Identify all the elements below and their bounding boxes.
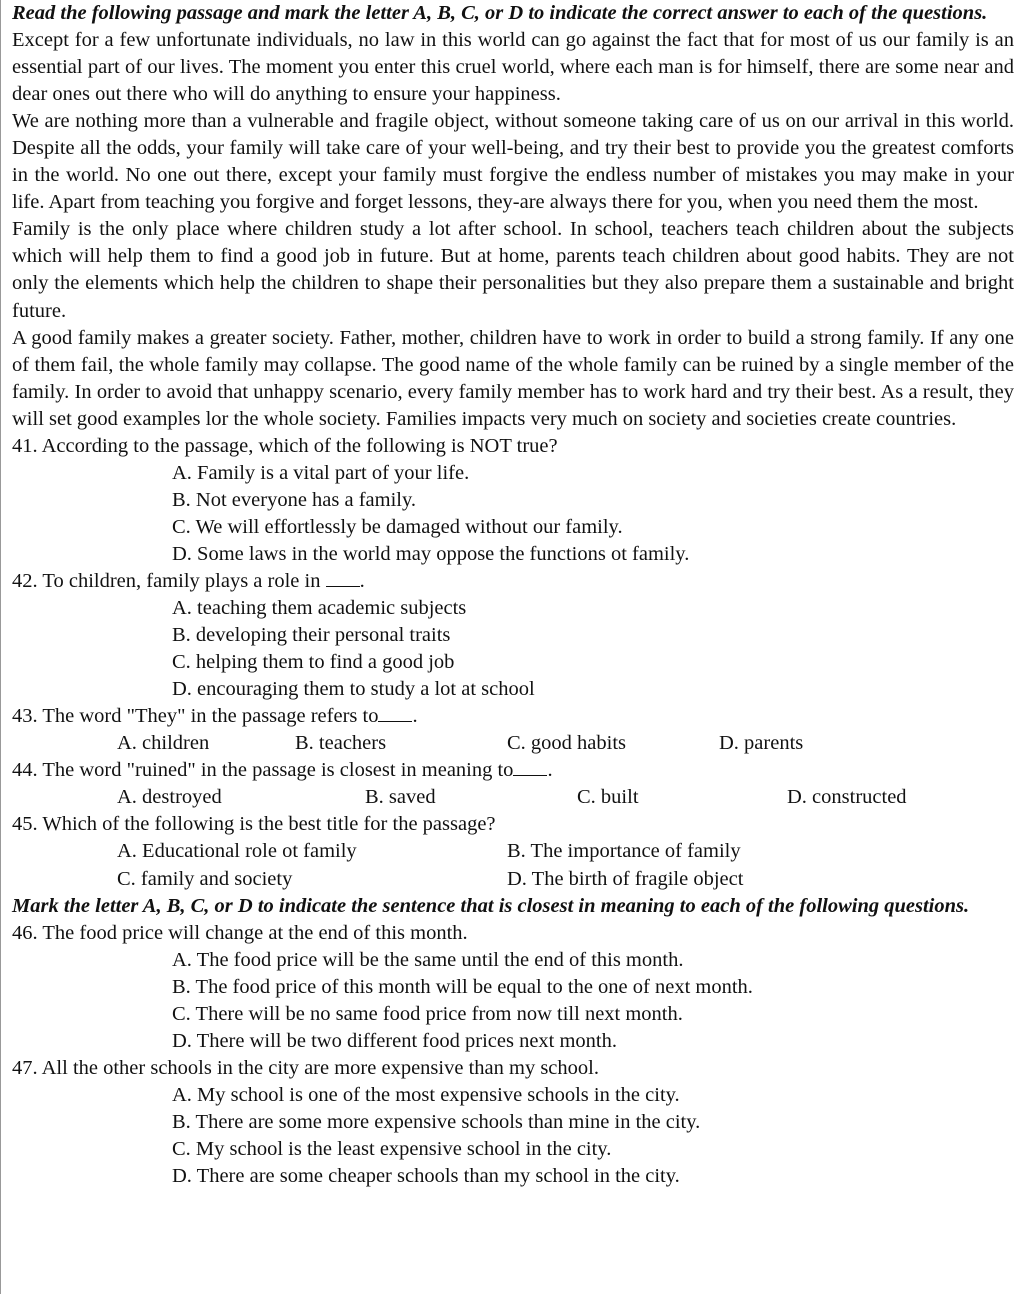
question-43-option-d[interactable]: D. parents <box>719 732 804 755</box>
passage-paragraph-1: Except for a few unfortunate individuals, no law in this world can go against the fact that for most of us our family is an essential part of our lives. The moment you enter this cruel world, where each man is for himself, there are some near and dear ones out there who will do anything to ensure your happiness. <box>12 29 1014 106</box>
passage-paragraph-2: We are nothing more than a vulnerable and fragile object, without someone taking care of us on our arrival in this world. Despite all the odds, your family will take care of your well-being, and try their best to provide you the greatest comforts in the world. No one out there, except your family must forgive the endless number of mistakes you may make in your life. Apart from teaching you forgive and forget lessons, they-are always there for you, when you need them the most. <box>12 110 1014 214</box>
question-46-option-a[interactable]: A. The food price will be the same until the end of this month. <box>172 948 684 971</box>
question-43-option-c[interactable]: C. good habits <box>507 732 627 755</box>
question-42-stem <box>12 568 1014 595</box>
question-45-option-a[interactable]: A. Educational role ot family <box>117 840 357 863</box>
question-47-option-d[interactable]: D. There are some cheaper schools than my school in the city. <box>172 1165 680 1188</box>
question-45-option-b[interactable]: B. The importance of family <box>507 840 741 863</box>
question-41-option-c[interactable]: C. We will effortlessly be damaged without our family. <box>172 515 623 538</box>
question-44-stem-text: 44. The word "ruined" in the passage is closest in meaning to <box>12 759 514 782</box>
question-47-option-b[interactable]: B. There are some more expensive schools than mine in the city. <box>172 1110 701 1133</box>
question-44-stem-end: . <box>547 759 553 782</box>
answer-blank <box>326 571 360 587</box>
question-44-option-d[interactable]: D. constructed <box>787 786 907 809</box>
question-43-stem-end: . <box>412 705 418 728</box>
question-46-option-b[interactable]: B. The food price of this month will be equal to the one of next month. <box>172 975 753 998</box>
answer-blank <box>378 706 412 722</box>
question-42-option-c[interactable]: C. helping them to find a good job <box>172 651 455 674</box>
question-41-option-b[interactable]: B. Not everyone has a family. <box>172 488 417 511</box>
question-44-option-c[interactable]: C. built <box>577 786 639 809</box>
question-43-option-a[interactable]: A. children <box>117 732 210 755</box>
question-42-option-b[interactable]: B. developing their personal traits <box>172 624 451 647</box>
question-42-option-a[interactable]: A. teaching them academic subjects <box>172 597 467 620</box>
question-46-option-c[interactable]: C. There will be no same food price from now till next month. <box>172 1002 683 1025</box>
passage-paragraph-3: Family is the only place where children study a lot after school. In school, teachers teach children about the subjects which will help them to find a good job in future. But at home, parents teach children about good habits. They are not only the elements which help the children to shape their personalities but they also prepare them a sustainable and bright future. <box>12 218 1014 322</box>
answer-blank <box>513 760 547 776</box>
question-46-option-d[interactable]: D. There will be two different food prices next month. <box>172 1029 618 1052</box>
question-47-option-c[interactable]: C. My school is the least expensive school in the city. <box>172 1137 612 1160</box>
question-45-options-row-1 <box>12 838 1014 865</box>
question-42-option-d[interactable]: D. encouraging them to study a lot at school <box>172 678 535 701</box>
question-46-stem: 46. The food price will change at the end of this month. <box>12 921 468 944</box>
question-42-stem-text: 42. To children, family plays a role in <box>12 569 321 592</box>
question-43-stem <box>12 703 1014 730</box>
question-47-stem: 47. All the other schools in the city are more expensive than my school. <box>12 1056 599 1079</box>
question-44-option-a[interactable]: A. destroyed <box>117 786 222 809</box>
passage-paragraph-4: A good family makes a greater society. Father, mother, children have to work in order to build a strong family. If any one of them fail, the whole family may collapse. The good name of the whole family can be ruined by a single member of the family. In order to avoid that unhappy scenario, every family member has to work hard and try their best. As a result, they will set good examples lor the whole society. Families impacts very much on society and societies create countries. <box>12 326 1014 430</box>
question-44-option-b[interactable]: B. saved <box>365 786 436 809</box>
question-45-stem: 45. Which of the following is the best title for the passage? <box>12 813 496 836</box>
question-41-stem: 41. According to the passage, which of the following is NOT true? <box>12 434 558 457</box>
reading-instruction: Read the following passage and mark the letter A, B, C, or D to indicate the correct answer to each of the questions. <box>12 2 988 24</box>
question-43-options <box>12 730 1014 757</box>
question-41-option-d[interactable]: D. Some laws in the world may oppose the functions ot family. <box>172 542 690 565</box>
question-42-stem-end: . <box>359 569 365 592</box>
question-43-stem-text: 43. The word "They" in the passage refers to <box>12 705 379 728</box>
question-43-option-b[interactable]: B. teachers <box>295 732 387 755</box>
question-45-option-d[interactable]: D. The birth of fragile object <box>507 867 744 890</box>
question-44-options <box>12 784 1014 811</box>
question-41-option-a[interactable]: A. Family is a vital part of your life. <box>172 461 470 484</box>
question-47-option-a[interactable]: A. My school is one of the most expensive schools in the city. <box>172 1083 680 1106</box>
question-45-option-c[interactable]: C. family and society <box>117 867 293 890</box>
question-44-stem <box>12 757 1014 784</box>
meaning-instruction: Mark the letter A, B, C, or D to indicate the sentence that is closest in meaning to each of the following questions. <box>12 894 970 917</box>
question-45-options-row-2 <box>12 866 1014 893</box>
